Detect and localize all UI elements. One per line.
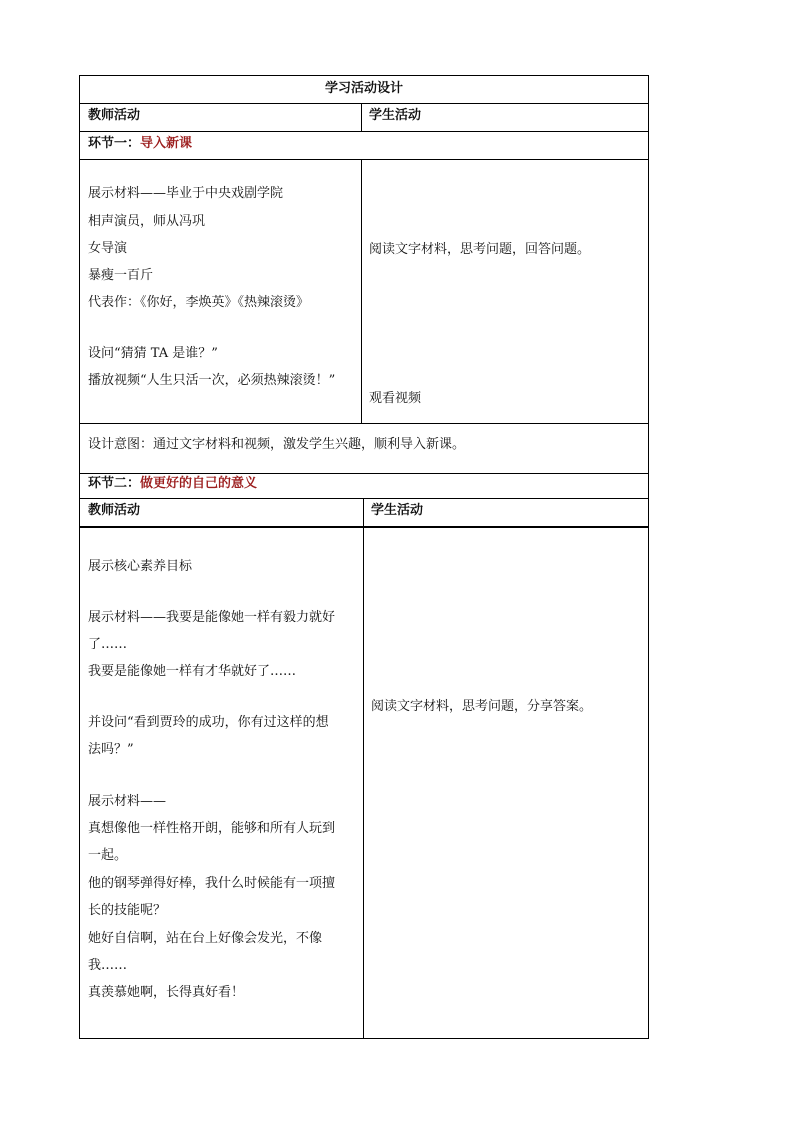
- section1-name: 导入新课: [140, 136, 193, 151]
- header-row-1: [79, 103, 649, 132]
- header-row-2-divider: [363, 498, 364, 527]
- s2-teacher-line: 他的钢琴弹得好棒，我什么时候能有一项擅: [88, 876, 336, 891]
- section1-heading: [88, 135, 192, 153]
- s2-teacher-line: 法吗？”: [88, 742, 134, 757]
- s2-teacher-line: 她好自信啊，站在台上好像会发光，不像: [88, 931, 323, 946]
- teacher-activity-header-2: 教师活动: [88, 503, 141, 518]
- s1-teacher-line: 相声演员，师从冯巩: [88, 214, 206, 229]
- s2-teacher-line: 长的技能呢？: [88, 903, 167, 918]
- s2-teacher-line: 真羡慕她啊，长得真好看！: [88, 985, 245, 1000]
- header-row-2: [79, 498, 649, 527]
- s2-teacher-line: 了……: [88, 637, 128, 652]
- s2-teacher-line: 展示材料——: [88, 794, 167, 809]
- s1-student-line: 阅读文字材料，思考问题，回答问题。: [369, 242, 591, 257]
- section2-name: 做更好的自己的意义: [140, 476, 258, 491]
- student-activity-header: 学生活动: [369, 108, 422, 123]
- s2-teacher-line: 我要是能像她一样有才华就好了……: [88, 664, 297, 679]
- section1-prefix: 环节一：: [88, 136, 141, 151]
- s2-teacher-line: 并设问“看到贾玲的成功，你有过这样的想: [88, 715, 329, 730]
- s2-teacher-line: 展示核心素养目标: [88, 559, 193, 574]
- section1-content-divider: [361, 159, 362, 424]
- s1-teacher-line: 展示材料——毕业于中央戏剧学院: [88, 186, 284, 201]
- s2-teacher-line: 真想像他一样性格开朗，能够和所有人玩到: [88, 821, 336, 836]
- section2-heading: [88, 475, 257, 493]
- s1-teacher-line: 女导演: [88, 241, 128, 256]
- s2-teacher-line: 我……: [88, 958, 128, 973]
- s1-teacher-line: 暴瘦一百斤: [88, 268, 154, 283]
- s2-teacher-line: 一起。: [88, 848, 128, 863]
- s1-student-line: 观看视频: [369, 391, 422, 406]
- section2-content-row: [79, 527, 649, 1039]
- table-title: 学习活动设计: [324, 81, 403, 96]
- s1-teacher-line: 播放视频“人生只活一次，必须热辣滚烫！”: [88, 373, 336, 388]
- s1-teacher-line: 设问“猜猜 TA 是谁？”: [88, 346, 218, 361]
- teacher-activity-header: 教师活动: [88, 108, 141, 123]
- s2-student-line: 阅读文字材料，思考问题，分享答案。: [371, 699, 593, 714]
- s1-teacher-line: 代表作：《你好，李焕英》《热辣滚烫》: [88, 295, 310, 310]
- section2-prefix: 环节二：: [88, 476, 141, 491]
- s2-teacher-line: 展示材料——我要是能像她一样有毅力就好: [88, 610, 336, 625]
- design-intent: 设计意图：通过文字材料和视频，激发学生兴趣，顺利导入新课。: [88, 437, 466, 452]
- section2-content-divider: [363, 527, 364, 1039]
- header-row-1-divider: [361, 103, 362, 132]
- student-activity-header-2: 学生活动: [371, 503, 424, 518]
